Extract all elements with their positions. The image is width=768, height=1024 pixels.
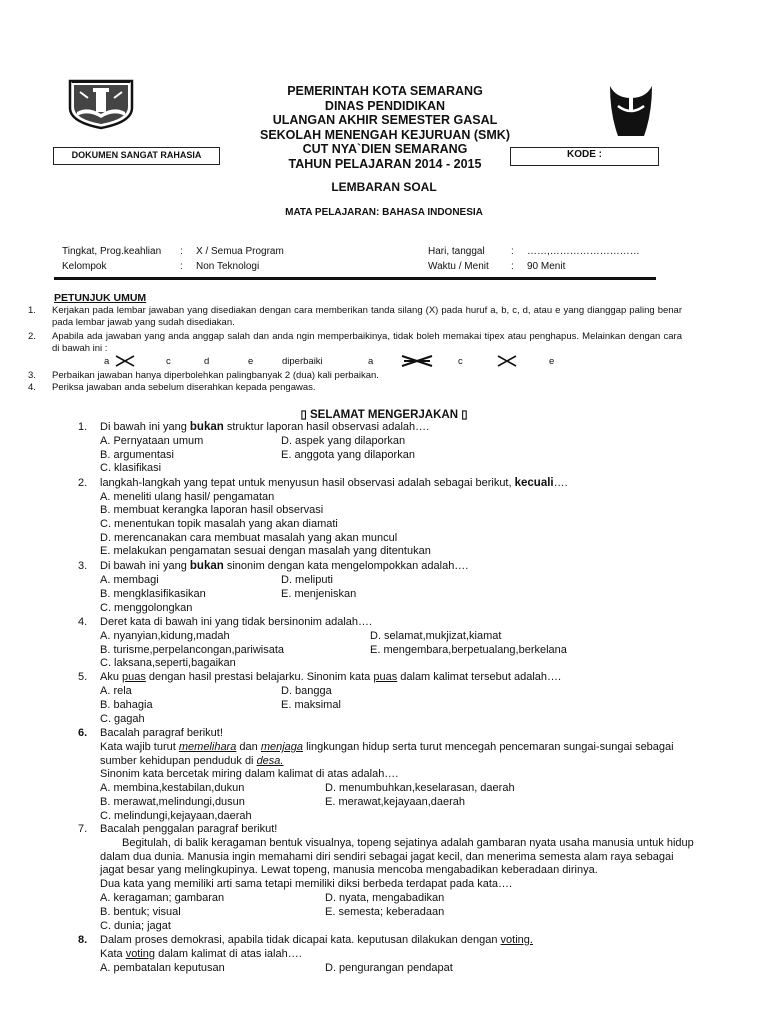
group-value: Non Teknologi bbox=[196, 261, 260, 272]
question-number: 7. bbox=[78, 823, 88, 835]
option-d[interactable]: D. merencanakan cara membuat masalah yang akan muncul bbox=[100, 532, 398, 544]
option-b[interactable]: B. merawat,melindungi,dusun bbox=[100, 796, 245, 808]
option-b[interactable]: B. bahagia bbox=[100, 699, 153, 711]
confidential-box: DOKUMEN SANGAT RAHASIA bbox=[53, 147, 220, 165]
option-b[interactable]: B. argumentasi bbox=[100, 449, 174, 461]
header-line: PEMERINTAH KOTA SEMARANG bbox=[287, 84, 483, 98]
colon: : bbox=[511, 261, 514, 272]
question-text: Kata voting dalam kalimat di atas ialah…. bbox=[100, 948, 302, 960]
option-a[interactable]: A. keragaman; gambaran bbox=[100, 892, 225, 904]
question-text: Dua kata yang memiliki arti sama tetapi memiliki diksi berbeda terdapat pada kata…. bbox=[100, 878, 513, 890]
option-e[interactable]: E. semesta; keberadaan bbox=[325, 906, 445, 918]
passage-line: Begitulah, di balik keragaman bentuk visualnya, topeng sejatinya adalah gambaran nyata usaha manusia untuk hidup bbox=[122, 837, 694, 849]
level-value: X / Semua Program bbox=[196, 246, 284, 257]
passage-line: jagat besar yang melingkupinya. Lewat topeng, manusia mencoba mengabadikan keberadaan dirinya. bbox=[100, 864, 598, 876]
option-b[interactable]: B. bentuk; visual bbox=[100, 906, 181, 918]
option-e[interactable]: E. mengembara,berpetualang,berkelana bbox=[370, 644, 567, 656]
option-e[interactable]: E. maksimal bbox=[281, 699, 341, 711]
option-d[interactable]: D. pengurangan pendapat bbox=[325, 962, 453, 974]
option-c[interactable]: C. gagah bbox=[100, 713, 145, 725]
question-text: langkah-langkah yang tepat untuk menyusun hasil observasi adalah sebagai berikut, kecuali…. bbox=[100, 477, 568, 489]
header-line: SEKOLAH MENENGAH KEJURUAN (SMK) bbox=[259, 127, 510, 142]
header-line: CUT NYA`DIEN SEMARANG bbox=[302, 142, 468, 156]
instruction-item: 3. Perbaikan jawaban hanya diperbolehkan palingbanyak 2 (dua) kali perbaikan. bbox=[28, 370, 379, 381]
option-b[interactable]: B. mengklasifikasikan bbox=[100, 588, 206, 600]
option-e[interactable]: E. anggota yang dilaporkan bbox=[281, 449, 415, 461]
passage-line: sumber kehidupan penduduk di desa. bbox=[100, 755, 284, 767]
level-label: Tingkat, Prog.keahlian bbox=[62, 246, 162, 257]
instructions-heading: PETUNJUK UMUM bbox=[54, 292, 147, 304]
question-number: 4. bbox=[78, 616, 88, 628]
option-d[interactable]: D. nyata, mengabadikan bbox=[325, 892, 445, 904]
option-e[interactable]: E. merawat,kejayaan,daerah bbox=[325, 796, 466, 808]
correction-example: a c d e diperbaiki a c e bbox=[104, 356, 555, 367]
question-number: 6. bbox=[78, 727, 88, 739]
question-text: Deret kata di bawah ini yang tidak bersinonim adalah…. bbox=[100, 616, 373, 628]
option-a[interactable]: A. Pernyataan umum bbox=[100, 435, 204, 447]
time-label: Waktu / Menit bbox=[428, 261, 489, 272]
option-c[interactable]: C. menggolongkan bbox=[100, 602, 193, 614]
passage-line: Kata wajib turut memelihara dan menjaga lingkungan hidup serta turut mencegah pencemaran sungai-sungai sebagai bbox=[100, 741, 674, 753]
good-luck-heading: ▯ SELAMAT MENGERJAKAN ▯ bbox=[300, 409, 468, 421]
option-d[interactable]: D. aspek yang dilaporkan bbox=[281, 435, 406, 447]
question-intro: Bacalah penggalan paragraf berikut! bbox=[100, 823, 278, 835]
option-d[interactable]: D. meliputi bbox=[281, 574, 333, 586]
question-text: Dalam proses demokrasi, apabila tidak dicapai kata. keputusan dilakukan dengan voting. bbox=[100, 934, 533, 946]
option-a[interactable]: A. membagi bbox=[100, 574, 159, 586]
group-label: Kelompok bbox=[62, 261, 107, 272]
question-text: Di bawah ini yang bukan sinonim dengan kata mengelompokkan adalah…. bbox=[100, 560, 469, 572]
sheet-title: LEMBARAN SOAL bbox=[331, 180, 437, 194]
instruction-item: 2. Apabila ada jawaban yang anda anggap salah dan anda ngin memperbaikinya, tidak boleh memakai tipex atau penghapus. Melainkan dengan cara di bawah ini : bbox=[28, 331, 682, 354]
question-text: Di bawah ini yang bukan struktur laporan hasil observasi adalah…. bbox=[100, 421, 430, 433]
option-e[interactable]: E. menjeniskan bbox=[281, 588, 357, 600]
option-c[interactable]: C. menentukan topik masalah yang akan diamati bbox=[100, 518, 338, 530]
option-d[interactable]: D. menumbuhkan,keselarasan, daerah bbox=[325, 782, 515, 794]
option-b[interactable]: B. membuat kerangka laporan hasil observasi bbox=[100, 504, 324, 516]
question-intro: Bacalah paragraf berikut! bbox=[100, 727, 223, 739]
header-line: ULANGAN AKHIR SEMESTER GASAL bbox=[272, 113, 498, 127]
colon: : bbox=[180, 246, 183, 257]
instruction-item: 1. Kerjakan pada lembar jawaban yang disediakan dengan cara memberikan tanda silang (X) pada huruf a, b, c, d, atau e yang dianggap paling benar pada lembar jawab yang sudah disediakan. bbox=[28, 305, 682, 328]
option-b[interactable]: B. turisme,perpelancongan,pariwisata bbox=[100, 644, 285, 656]
option-a[interactable]: A. nyanyian,kidung,madah bbox=[100, 630, 230, 642]
question-number: 1. bbox=[78, 421, 88, 433]
option-a[interactable]: A. rela bbox=[100, 685, 132, 697]
header-line: TAHUN PELAJARAN 2014 - 2015 bbox=[288, 156, 482, 171]
code-box: KODE : bbox=[510, 147, 659, 166]
header-line: DINAS PENDIDIKAN bbox=[324, 98, 446, 113]
option-c[interactable]: C. dunia; jagat bbox=[100, 920, 171, 932]
option-d[interactable]: D. selamat,mukjizat,kiamat bbox=[370, 630, 502, 642]
instruction-item: 4. Periksa jawaban anda sebelum diserahkan kepada pengawas. bbox=[28, 382, 316, 393]
passage-line: dalam dua dunia. Manusia ingin memahami diri sendiri sebagai jagat kecil, dan menerima semesta alam raya sebagai bbox=[100, 851, 674, 863]
question-text: Sinonim kata bercetak miring dalam kalimat di atas adalah…. bbox=[100, 768, 399, 780]
question-text: Aku puas dengan hasil prestasi belajarku. Sinonim kata puas dalam kalimat tersebut adalah…. bbox=[100, 671, 562, 683]
option-d[interactable]: D. bangga bbox=[281, 685, 332, 697]
subject-line: MATA PELAJARAN: BAHASA INDONESIA bbox=[285, 207, 483, 218]
option-c[interactable]: C. melindungi,kejayaan,daerah bbox=[100, 810, 252, 822]
question-number: 3. bbox=[78, 560, 88, 572]
option-a[interactable]: A. pembatalan keputusan bbox=[100, 962, 225, 974]
option-c[interactable]: C. klasifikasi bbox=[100, 462, 162, 474]
date-value: ……,……………………… bbox=[527, 246, 640, 257]
colon: : bbox=[511, 246, 514, 257]
option-a[interactable]: A. membina,kestabilan,dukun bbox=[100, 782, 245, 794]
date-label: Hari, tanggal bbox=[428, 246, 485, 257]
option-c[interactable]: C. laksana,seperti,bagaikan bbox=[100, 657, 236, 669]
option-e[interactable]: E. melakukan pengamatan sesuai dengan masalah yang ditentukan bbox=[100, 545, 431, 557]
time-value: 90 Menit bbox=[527, 261, 566, 272]
colon: : bbox=[180, 261, 183, 272]
question-number: 2. bbox=[78, 477, 88, 489]
question-number: 5. bbox=[78, 671, 88, 683]
option-a[interactable]: A. meneliti ulang hasil/ pengamatan bbox=[100, 491, 275, 503]
question-number: 8. bbox=[78, 934, 88, 946]
